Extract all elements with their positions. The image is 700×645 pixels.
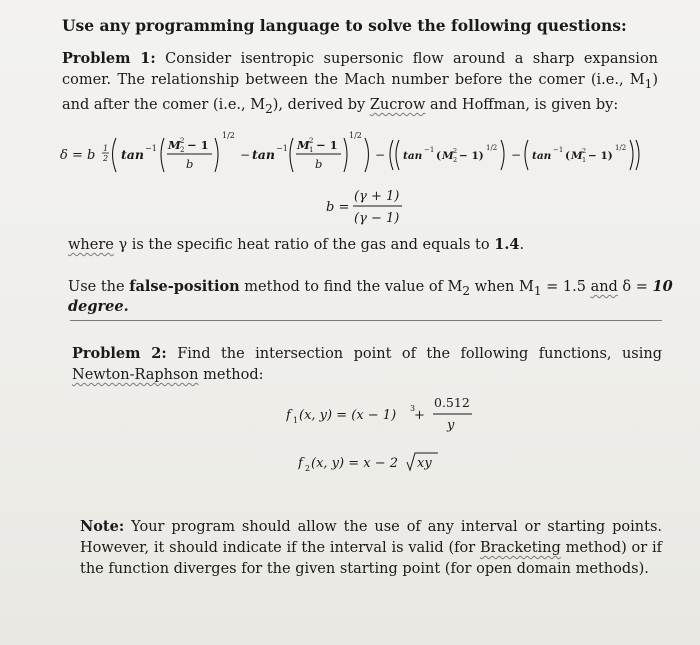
svg-text:(γ − 1): (γ − 1) — [354, 211, 400, 226]
svg-text:f: f — [298, 456, 303, 471]
delta-formula — [60, 126, 660, 178]
tan-4: tan — [532, 150, 552, 162]
section-divider — [70, 320, 662, 321]
svg-text:−1: −1 — [145, 144, 157, 153]
svg-text:(: ( — [436, 150, 441, 162]
svg-text:− 1): − 1) — [459, 150, 484, 162]
page-heading: Use any programming language to solve the following questions: — [62, 16, 627, 35]
minus-sign: − — [240, 148, 251, 162]
problem-1-statement: Problem 1: Consider isentropic supersonic flow around a sharp expansion comer. The relationship between the Mach number before the comer (i.e., $M_1$) and after the comer (i.e., $M_2$), derived by Zucrow and Hoffman, is given by: — [62, 50, 659, 116]
svg-text:2: 2 — [309, 137, 314, 145]
svg-text:− 1: − 1 — [187, 138, 209, 152]
tan-2: tan — [252, 147, 275, 162]
svg-text:1/2: 1/2 — [349, 131, 362, 140]
svg-text:xy: xy — [417, 456, 432, 471]
problem-2-statement: Problem 2: Find the intersection point of the following functions, using Newton-Raphson method: — [72, 345, 662, 383]
svg-text:1: 1 — [293, 416, 299, 425]
svg-text:1: 1 — [582, 156, 587, 164]
problem-1-label: Problem 1: — [62, 50, 156, 67]
author-name: Zucrow — [369, 96, 426, 113]
svg-text:M: M — [297, 138, 310, 152]
problem-1-task: Use the false-position method to find the value of $M_2$ when $M_1 = 1.5$ and δ = 10 degree. — [68, 278, 673, 315]
svg-text:− 1): − 1) — [588, 150, 613, 162]
svg-text:b: b — [186, 157, 194, 171]
gamma-definition: where γ is the specific heat ratio of the gas and equals to 1.4. — [68, 236, 525, 253]
svg-text:0.512: 0.512 — [434, 395, 470, 410]
b-formula — [326, 186, 416, 230]
svg-text:f: f — [286, 408, 291, 423]
svg-text:−: − — [375, 148, 386, 162]
problem-2-label: Problem 2: — [72, 345, 167, 362]
svg-text:(γ + 1): (γ + 1) — [354, 189, 400, 204]
svg-text:M: M — [571, 150, 583, 162]
delta-lhs: δ = b — [60, 148, 96, 163]
svg-text:−1: −1 — [276, 144, 288, 153]
svg-text:3: 3 — [410, 404, 416, 413]
svg-text:−: − — [511, 148, 522, 162]
delta-half-den: 2 — [103, 154, 109, 163]
svg-text:2: 2 — [180, 146, 185, 154]
svg-text:2: 2 — [305, 464, 311, 473]
svg-text:1/2: 1/2 — [615, 144, 627, 152]
svg-text:2: 2 — [180, 137, 185, 145]
tan-3: tan — [403, 150, 423, 162]
svg-text:−1: −1 — [553, 146, 564, 154]
svg-text:1/2: 1/2 — [486, 144, 498, 152]
svg-text:y: y — [447, 418, 455, 433]
f2-formula — [298, 447, 458, 477]
svg-text:(x, y) = x − 2: (x, y) = x − 2 — [311, 456, 399, 471]
svg-text:(: ( — [565, 150, 570, 162]
note-paragraph: Note: Your program should allow the use of any interval or starting points. However, it should indicate if the interval is valid (for Bracketing method) or if the function diverges for the given starting point (for open domain methods). — [80, 518, 662, 577]
tan-1: tan — [121, 147, 144, 162]
svg-text:2: 2 — [453, 156, 458, 164]
svg-text:+: + — [414, 408, 425, 423]
svg-text:b: b — [315, 157, 323, 171]
note-label: Note: — [80, 518, 125, 535]
svg-text:M: M — [168, 138, 181, 152]
svg-text:(x, y) = (x − 1): (x, y) = (x − 1) — [299, 408, 397, 423]
svg-text:b =: b = — [326, 200, 350, 215]
svg-text:M: M — [442, 150, 454, 162]
svg-text:−1: −1 — [424, 146, 435, 154]
delta-half-num: 1 — [103, 144, 109, 153]
svg-text:− 1: − 1 — [316, 138, 338, 152]
svg-text:1: 1 — [309, 146, 314, 154]
f1-formula — [286, 392, 486, 436]
svg-text:2: 2 — [453, 147, 458, 155]
svg-text:1/2: 1/2 — [222, 131, 235, 140]
svg-text:2: 2 — [582, 147, 587, 155]
